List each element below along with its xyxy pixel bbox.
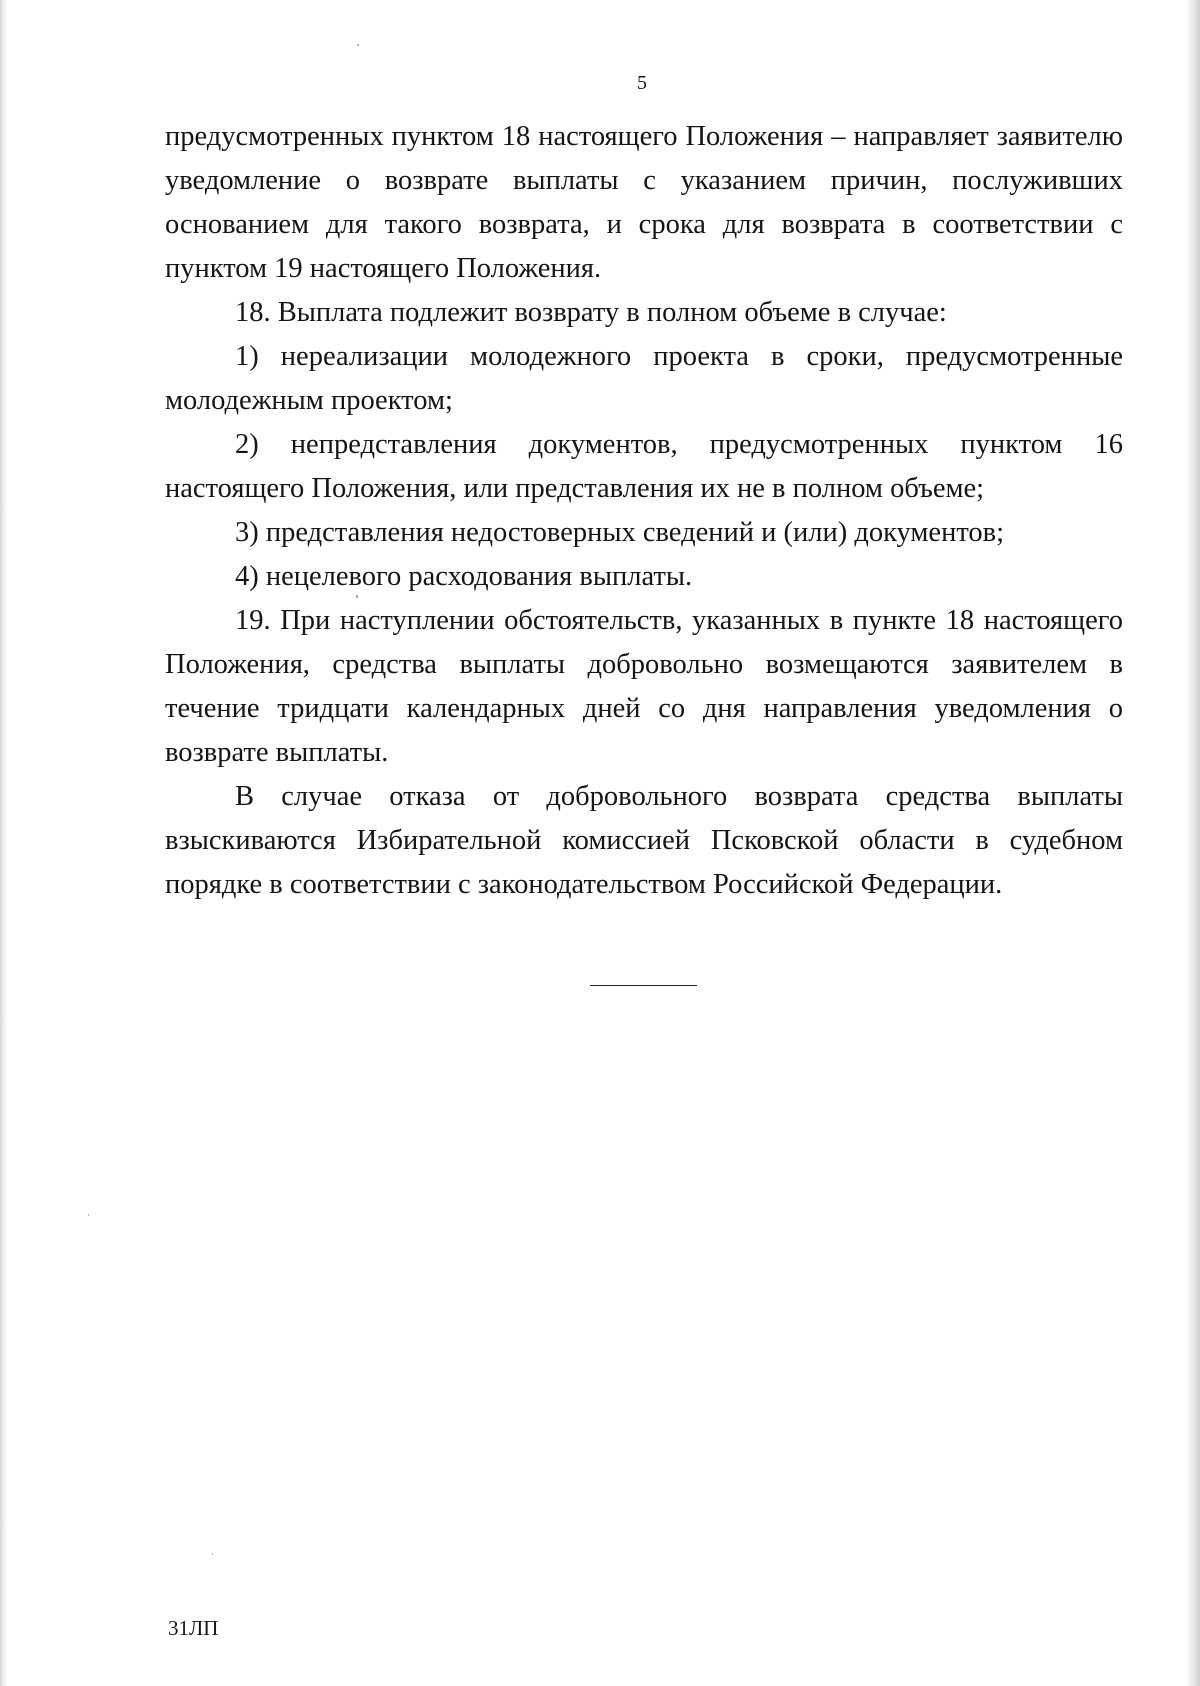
scan-speck xyxy=(357,44,359,46)
footer-document-code: 31ЛП xyxy=(168,1616,219,1640)
paragraph: предусмотренных пунктом 18 настоящего Положения – направляет заявителю уведомление о возврате выплаты с указанием причин, послуживших основанием для такого возврата, и срока для возврата в соответствии с пунктом 19 настоящего Положения. xyxy=(165,121,1123,284)
paragraph: 19. При наступлении обстоятельств, указанных в пункте 18 настоящего Положения, средства выплаты добровольно возмещаются заявителем в течение тридцати календарных дней со дня направления уведомления о возврате выплаты. xyxy=(165,605,1123,768)
scan-edge-left xyxy=(0,0,8,1686)
scan-edge-right xyxy=(1186,0,1200,1686)
document-body xyxy=(165,115,1123,907)
paragraph: 2) непредставления документов, предусмотренных пунктом 16 настоящего Положения, или представления их не в полном объеме; xyxy=(165,429,1123,504)
paragraph: 4) нецелевого расходования выплаты. xyxy=(235,561,693,592)
end-separator-line xyxy=(590,985,697,986)
paragraph: В случае отказа от добровольного возврата средства выплаты взыскиваются Избирательной комиссией Псковской области в судебном порядке в соответствии с законодательством Российской Федерации. xyxy=(165,781,1123,900)
page-number: 5 xyxy=(637,72,647,94)
paragraph: 1) нереализации молодежного проекта в сроки, предусмотренные молодежным проектом; xyxy=(165,341,1123,416)
scan-speck xyxy=(88,1214,89,1216)
paragraph: 18. Выплата подлежит возврату в полном объеме в случае: xyxy=(235,297,947,328)
scan-speck xyxy=(212,1553,213,1555)
paragraph: 3) представления недостоверных сведений и (или) документов; xyxy=(235,517,1005,548)
